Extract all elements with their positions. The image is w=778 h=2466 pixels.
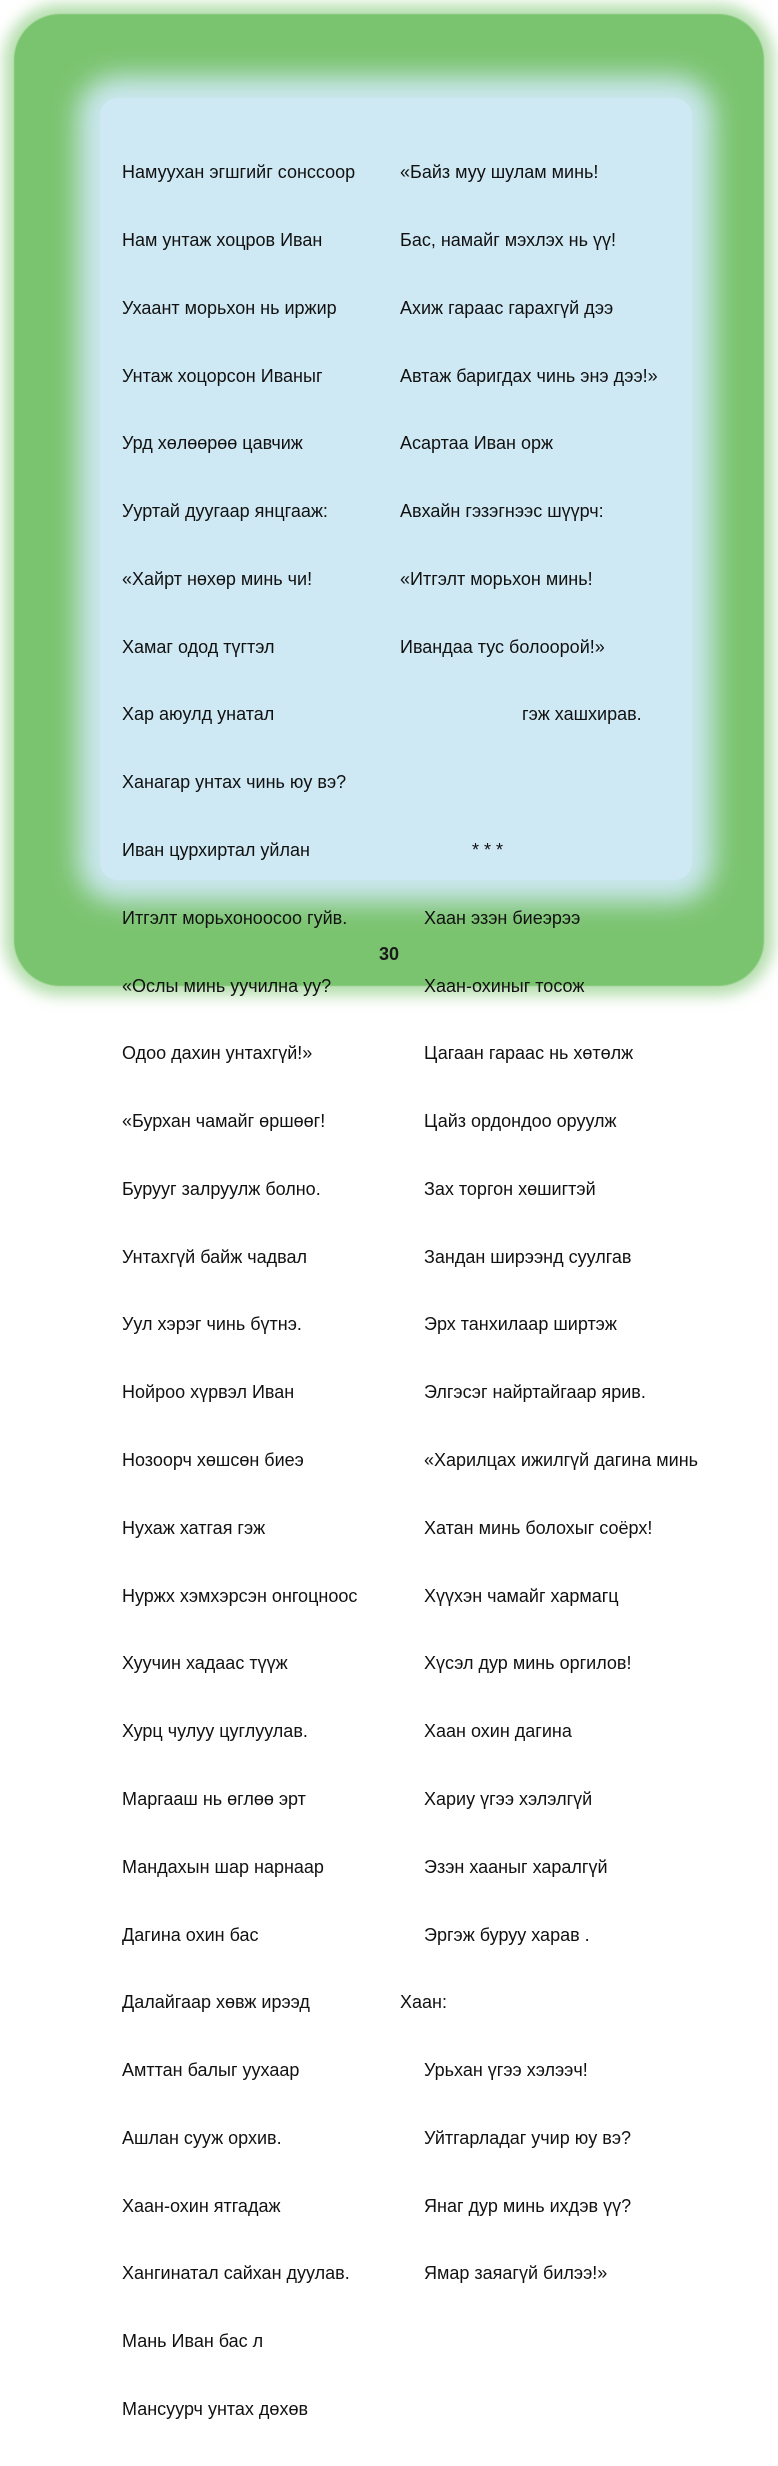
poem-line: Ухаант морьхон нь иржир (122, 297, 337, 318)
poem-line: Урьхан үгээ хэлээч! (424, 2060, 588, 2081)
poem-line: Хаан-охин ятгадаж (122, 2195, 281, 2216)
poem-line: Уйтгарладаг учир юу вэ? (424, 2127, 632, 2148)
speaker-label: Хаан: (400, 1992, 447, 2013)
poem-line: Цайз ордондоо оруулж (424, 1111, 617, 1132)
poem-line: Итгэлт морьхоноосоо гуйв. (122, 907, 348, 928)
poem-line: Хамаг одод түгтэл (122, 636, 275, 657)
poem-line: Нуржх хэмхэрсэн онгоцноос (122, 1585, 358, 1606)
poem-line: Бас, намайг мэхлэх нь үү! (400, 229, 616, 250)
poem-line: «Байз муу шулам минь! (400, 162, 599, 183)
page-number: 30 (378, 944, 400, 964)
poem-line: Нам унтаж хоцров Иван (122, 229, 323, 250)
poem-line: Хуучин хадаас түүж (122, 1653, 288, 1674)
poem-line: Нозоорч хөшсөн биеэ (122, 1450, 304, 1471)
poem-line: «Харилцах ижилгүй дагина минь (424, 1450, 699, 1471)
poem-line: «Итгэлт морьхон минь! (400, 568, 593, 589)
poem-line: Далайгаар хөвж ирээд (122, 1992, 310, 2013)
poem-line: Намуухан эгшгийг сонссоор (122, 162, 356, 183)
poem-line: Мансуурч унтах дөхөв (122, 2398, 309, 2419)
poem-line: Бурууг залруулж болно. (122, 1178, 321, 1199)
poem-line: Хангинатал сайхан дуулав. (122, 2263, 350, 2284)
poem-line: Амттан балыг уухаар (122, 2060, 300, 2081)
poem-line: Ахиж гараас гарахгүй дээ (400, 297, 614, 318)
poem-line: Ямар заяагүй билээ!» (424, 2263, 608, 2284)
right-poem-column (400, 116, 698, 2330)
poem-line: Маргааш нь өглөө эрт (122, 1788, 306, 1809)
poem-line: Зандан ширээнд суулгав (424, 1246, 632, 1267)
poem-line: Хүүхэн чамайг хармагц (424, 1585, 619, 1606)
poem-line: Хариу үгээ хэлэлгүй (424, 1788, 593, 1809)
stanza-gap (400, 771, 698, 794)
poem-line: Зах торгон хөшигтэй (424, 1178, 596, 1199)
poem-line: Автаж баригдах чинь энэ дээ!» (400, 365, 658, 386)
poem-line: «Хайрт нөхөр минь чи! (122, 568, 313, 589)
poem-line: Хүсэл дур минь оргилов! (424, 1653, 632, 1674)
poem-line: Цагаан гараас нь хөтөлж (424, 1043, 634, 1064)
poem-line: Унтахгүй байж чадвал (122, 1246, 308, 1267)
poem-line: Ашлан сууж орхив. (122, 2127, 282, 2148)
poem-line: Унтаж хоцорсон Иваныг (122, 365, 323, 386)
poem-line: Хаан охин дагина (424, 1721, 572, 1742)
poem-line: Хаан эзэн биеэрээ (424, 907, 581, 928)
poem-line: Нойроо хүрвэл Иван (122, 1382, 295, 1403)
poem-line: Авхайн гэзэгнээс шүүрч: (400, 501, 604, 522)
poem-line: Дагина охин бас (122, 1924, 259, 1945)
section-separator: * * * (472, 840, 504, 860)
poem-line: Эзэн хааныг харалгүй (424, 1856, 608, 1877)
poem-line: «Бурхан чамайг өршөөг! (122, 1111, 326, 1132)
poem-line: Ууртай дуугаар янцгааж: (122, 501, 328, 522)
poem-line: Одоо дахин унтахгүй!» (122, 1043, 313, 1064)
poem-line: Урд хөлөөрөө цавчиж (122, 433, 303, 454)
poem-line: Асартаа Иван орж (400, 433, 554, 454)
poem-line: Мань Иван бас л (122, 2331, 264, 2352)
poem-line: Нухаж хатгая гэж (122, 1517, 266, 1538)
poem-line: Хаан-охиныг тосож (424, 975, 585, 996)
left-poem-column (122, 116, 357, 2466)
poem-line: Ивандаа тус болоорой!» (400, 636, 605, 657)
poem-line: «Ослы минь уучилна уу? (122, 975, 332, 996)
speaker-tag-line: гэж хашхирав. (522, 704, 642, 725)
poem-line: Мандахын шар нарнаар (122, 1856, 324, 1877)
poem-line: Хатан минь болохыг соёрх! (424, 1517, 653, 1538)
poem-line: Элгэсэг найртайгаар ярив. (424, 1382, 646, 1403)
poem-line: Ханагар унтах чинь юу вэ? (122, 772, 347, 793)
poem-line: Эрх танхилаар ширтэж (424, 1314, 617, 1335)
poem-line: Хурц чулуу цуглуулав. (122, 1721, 308, 1742)
poem-line: Эргэж буруу харав . (424, 1924, 590, 1945)
poem-line: Янаг дур минь ихдэв үү? (424, 2195, 632, 2216)
poem-line: Уул хэрэг чинь бүтнэ. (122, 1314, 302, 1335)
poem-line: Хар аюулд унатал (122, 704, 275, 725)
poem-line: Иван цурхиртал уйлан (122, 840, 310, 860)
